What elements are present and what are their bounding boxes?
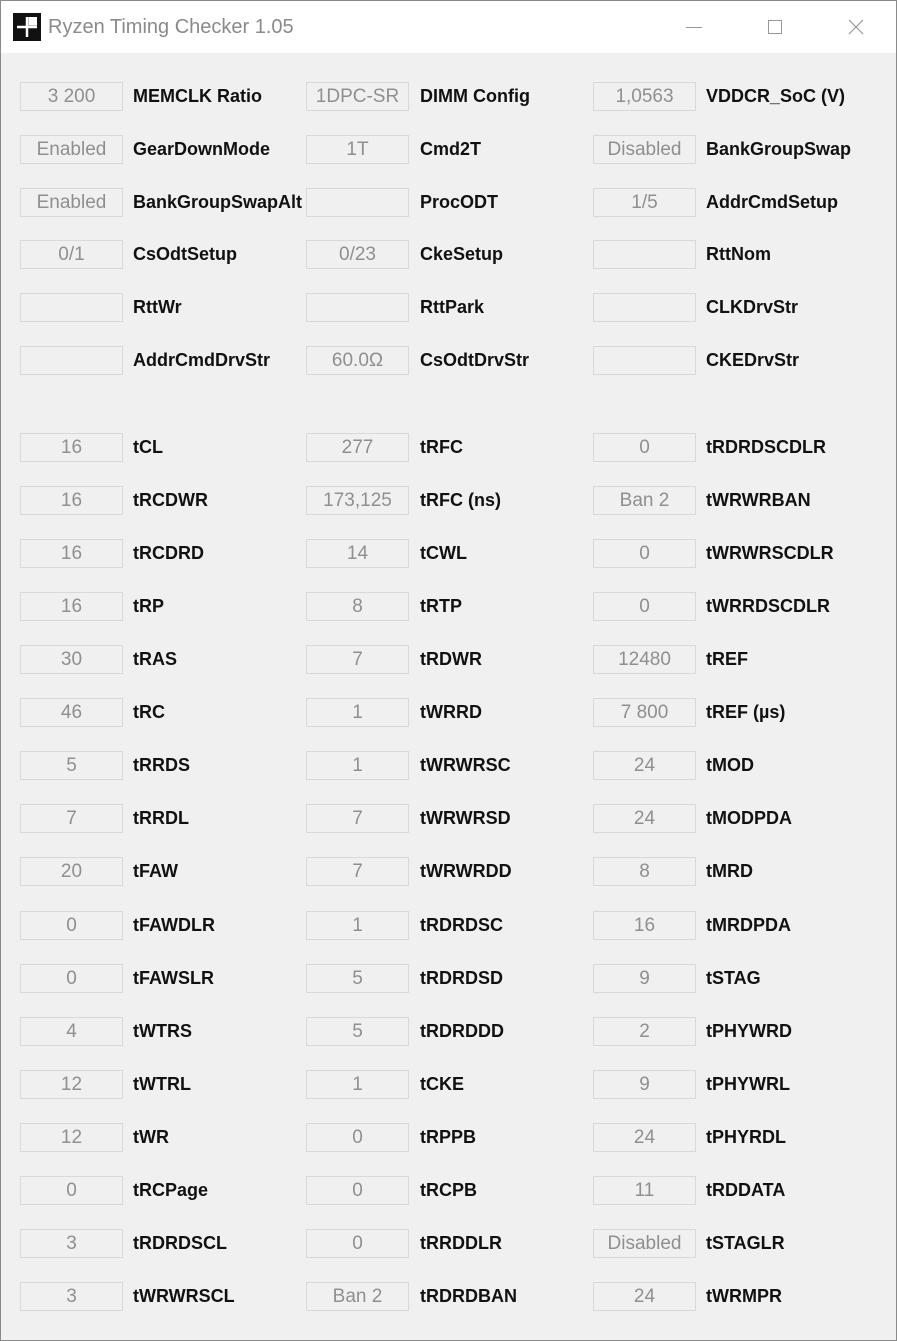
field-label: tRDWR xyxy=(420,649,482,670)
field-label: tRDRDDD xyxy=(420,1020,504,1041)
value-field[interactable]: 0/1 xyxy=(20,240,123,269)
value-field[interactable]: 24 xyxy=(593,804,696,833)
field-label: tPHYWRD xyxy=(706,1020,792,1041)
value-field[interactable]: 1DPC-SR xyxy=(306,82,409,111)
field-label: tRC xyxy=(133,702,165,723)
value-field[interactable]: 7 800 xyxy=(593,698,696,727)
value-field[interactable]: 20 xyxy=(20,857,123,886)
field-label: tFAWDLR xyxy=(133,914,215,935)
field-label: GearDownMode xyxy=(133,138,271,159)
minimize-icon xyxy=(686,19,702,35)
value-field[interactable]: 24 xyxy=(593,1123,696,1152)
field-label: AddrCmdDrvStr xyxy=(133,350,271,370)
value-field[interactable]: 0 xyxy=(20,1176,123,1205)
field-label: tMRD xyxy=(706,861,753,882)
field-label: tRFC (ns) xyxy=(420,490,501,511)
value-field[interactable]: 9 xyxy=(593,1070,696,1099)
value-field[interactable]: 12 xyxy=(20,1070,123,1099)
field-label: DIMM Config xyxy=(420,86,530,106)
field-label: tRRDS xyxy=(133,755,190,776)
value-field[interactable]: 5 xyxy=(306,964,409,993)
value-field[interactable]: 24 xyxy=(593,751,696,780)
field-label: BankGroupSwap xyxy=(706,138,852,159)
field-label: tREF (µs) xyxy=(706,702,786,723)
value-field[interactable]: 1/5 xyxy=(593,188,696,217)
field-label: RttWr xyxy=(133,297,182,318)
field-label: tCWL xyxy=(420,543,467,564)
value-field[interactable]: 1 xyxy=(306,1070,409,1099)
value-field[interactable]: 30 xyxy=(20,645,123,674)
value-field[interactable]: 7 xyxy=(306,645,409,674)
value-field[interactable]: 60.0Ω xyxy=(306,346,409,375)
field-label: Cmd2T xyxy=(420,138,482,159)
field-label: tSTAGLR xyxy=(706,1232,785,1253)
value-field[interactable]: 5 xyxy=(20,751,123,780)
value-field[interactable]: 2 xyxy=(593,1017,696,1046)
field-label: BankGroupSwapAlt xyxy=(133,191,303,212)
field-label: tWRMPR xyxy=(706,1285,782,1306)
field-label: tRP xyxy=(133,596,164,617)
field-label: tRPPB xyxy=(420,1126,477,1147)
value-field[interactable]: 3 xyxy=(20,1229,123,1258)
value-field[interactable]: Ban 2 xyxy=(306,1282,409,1311)
field-label: CkeSetup xyxy=(420,244,504,265)
field-label: tRRDDLR xyxy=(420,1232,502,1253)
field-label: tPHYRDL xyxy=(706,1126,786,1147)
value-field[interactable]: 4 xyxy=(20,1017,123,1046)
value-field[interactable]: 0 xyxy=(20,964,123,993)
value-field[interactable]: 0 xyxy=(593,433,696,462)
field-label: tWRWRSD xyxy=(420,808,511,829)
value-field[interactable]: 7 xyxy=(306,804,409,833)
value-field[interactable]: 16 xyxy=(593,911,696,940)
value-field[interactable]: 8 xyxy=(306,592,409,621)
window-title: Ryzen Timing Checker 1.05 xyxy=(48,16,294,38)
field-label: tRDRDSCDLR xyxy=(706,437,826,457)
field-label: tRCPB xyxy=(420,1179,477,1200)
field-label: tMODPDA xyxy=(706,808,792,829)
value-field[interactable]: Ban 2 xyxy=(593,486,696,515)
field-label: tFAW xyxy=(133,861,178,882)
value-field[interactable]: 9 xyxy=(593,964,696,993)
value-field[interactable]: Disabled xyxy=(593,135,696,164)
field-label: tMOD xyxy=(706,755,754,776)
field-label: tWTRL xyxy=(133,1073,191,1094)
value-field[interactable]: 0 xyxy=(306,1229,409,1258)
field-label: tWRRD xyxy=(420,702,482,723)
value-field[interactable]: 16 xyxy=(20,592,123,621)
value-field[interactable]: 0 xyxy=(593,592,696,621)
value-field[interactable]: 1 xyxy=(306,911,409,940)
field-label: CsOdtSetup xyxy=(133,244,238,265)
maximize-button[interactable] xyxy=(735,1,815,53)
field-label: CLKDrvStr xyxy=(706,297,799,318)
value-field[interactable]: 1,0563 xyxy=(593,82,696,111)
field-label: tRDDATA xyxy=(706,1179,786,1200)
field-label: tWRWRSCDLR xyxy=(706,543,834,564)
field-label: tFAWSLR xyxy=(133,967,214,988)
field-label: tWTRS xyxy=(133,1020,192,1041)
value-field[interactable]: 3 200 xyxy=(20,82,123,111)
value-field[interactable]: Enabled xyxy=(20,135,123,164)
value-field[interactable]: Enabled xyxy=(20,188,123,217)
field-label: tRDRDBAN xyxy=(420,1285,517,1306)
value-field[interactable]: 16 xyxy=(20,486,123,515)
value-field[interactable] xyxy=(306,293,409,322)
value-field[interactable] xyxy=(20,346,123,375)
value-field[interactable]: 277 xyxy=(306,433,409,462)
field-label: tRFC xyxy=(420,437,463,457)
value-field[interactable]: 5 xyxy=(306,1017,409,1046)
value-field[interactable]: 7 xyxy=(306,857,409,886)
value-field[interactable]: 0 xyxy=(593,539,696,568)
field-label: AddrCmdSetup xyxy=(706,191,838,212)
field-label: tPHYWRL xyxy=(706,1073,790,1094)
field-label: tRDRDSC xyxy=(420,914,503,935)
value-field[interactable]: 0 xyxy=(306,1176,409,1205)
value-field[interactable]: 0 xyxy=(306,1123,409,1152)
field-label: CKEDrvStr xyxy=(706,350,800,370)
value-field[interactable]: 0 xyxy=(20,911,123,940)
title-bar[interactable] xyxy=(1,1,896,53)
field-label: RttNom xyxy=(706,244,771,265)
close-button[interactable] xyxy=(816,1,896,53)
field-label: tWR xyxy=(133,1126,169,1147)
value-field[interactable]: 12480 xyxy=(593,645,696,674)
value-field[interactable]: 1 xyxy=(306,698,409,727)
value-field[interactable]: 11 xyxy=(593,1176,696,1205)
maximize-icon xyxy=(767,19,783,35)
value-field[interactable] xyxy=(306,188,409,217)
timings-panel xyxy=(1,53,896,1340)
value-field[interactable] xyxy=(20,293,123,322)
value-field[interactable]: 3 xyxy=(20,1282,123,1311)
value-field[interactable]: 173,125 xyxy=(306,486,409,515)
field-label: tRCPage xyxy=(133,1179,209,1200)
field-label: VDDCR_SoC (V) xyxy=(706,86,846,106)
field-label: ProcODT xyxy=(420,191,499,212)
field-label: tWRWRBAN xyxy=(706,490,811,511)
field-label: tRDRDSCL xyxy=(133,1232,227,1253)
value-field[interactable]: 24 xyxy=(593,1282,696,1311)
value-field[interactable]: 8 xyxy=(593,857,696,886)
field-label: tMRDPDA xyxy=(706,914,791,935)
value-field[interactable]: Disabled xyxy=(593,1229,696,1258)
field-label: tRRDL xyxy=(133,808,189,829)
field-label: tWRRDSCDLR xyxy=(706,596,830,617)
value-field[interactable]: 14 xyxy=(306,539,409,568)
field-label: MEMCLK Ratio xyxy=(133,86,262,106)
field-label: tWRWRSCL xyxy=(133,1285,235,1306)
field-label: tRDRDSD xyxy=(420,967,503,988)
value-field[interactable]: 1T xyxy=(306,135,409,164)
value-field[interactable] xyxy=(593,293,696,322)
value-field[interactable]: 16 xyxy=(20,433,123,462)
value-field[interactable] xyxy=(593,346,696,375)
close-icon xyxy=(848,19,864,35)
field-label: tREF xyxy=(706,649,748,670)
field-label: tWRWRDD xyxy=(420,861,512,882)
value-field[interactable]: 1 xyxy=(306,751,409,780)
field-label: tWRWRSC xyxy=(420,755,511,776)
value-field[interactable]: 46 xyxy=(20,698,123,727)
field-label: tRAS xyxy=(133,649,177,670)
field-label: tCKE xyxy=(420,1073,464,1094)
field-label: tRTP xyxy=(420,596,462,617)
value-field[interactable] xyxy=(593,240,696,269)
field-label: tSTAG xyxy=(706,967,761,988)
field-label: tRCDWR xyxy=(133,490,208,511)
value-field[interactable]: 7 xyxy=(20,804,123,833)
value-field[interactable]: 12 xyxy=(20,1123,123,1152)
field-label: tCL xyxy=(133,437,163,457)
field-label: tRCDRD xyxy=(133,543,204,564)
app-icon xyxy=(13,13,41,41)
field-label: RttPark xyxy=(420,297,485,318)
value-field[interactable]: 16 xyxy=(20,539,123,568)
value-field[interactable]: 0/23 xyxy=(306,240,409,269)
field-label: CsOdtDrvStr xyxy=(420,350,530,370)
minimize-button[interactable] xyxy=(654,1,734,53)
